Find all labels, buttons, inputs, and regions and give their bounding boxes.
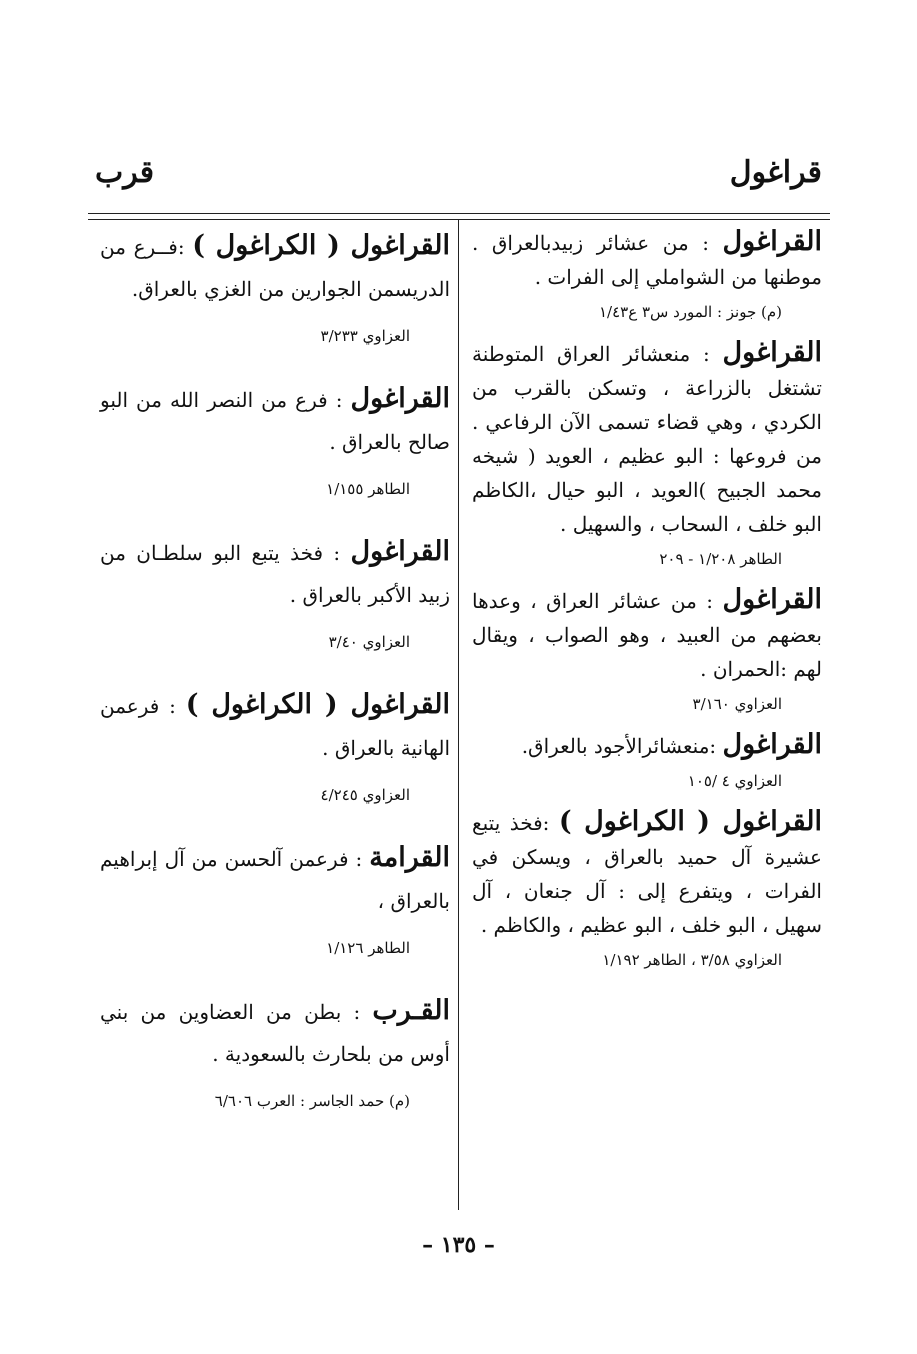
entry — [100, 837, 450, 962]
entry-text: : بطن من العضاوين من بني أوس من بلحارث بالسعودية . — [100, 1000, 450, 1066]
right-column — [472, 225, 822, 984]
entry-text: :فخذ يتبع عشيرة آل حميد بالعراق ، ويسكن في الفرات ، ويتفرع إلى : آل جنعان ، آل سهيل ، البو خلف ، البو عظيم ، والكاظم . — [472, 811, 822, 937]
entry-reference: الطاهر ١/١٢٦ — [326, 939, 410, 957]
entry — [472, 583, 822, 718]
entry-head: القراغول — [722, 337, 822, 368]
header-rule-thin — [88, 219, 830, 220]
entry-text: : فرعمن آلحسن من آل إبراهيم بالعراق ، — [100, 847, 450, 913]
page-number: – ١٣٥ – — [422, 1232, 495, 1258]
entry-reference: العزاوي ٣/٤٠ — [328, 633, 410, 651]
entry-reference: العزاوي ٣/٥٨ ، الطاهر ١/١٩٢ — [602, 951, 782, 969]
entry-head: القراغول — [722, 226, 823, 257]
entry-text: : فرع من النصر الله من البو صالح بالعراق . — [100, 388, 450, 454]
entry-text: : من عشائر زبيدبالعراق . موطنها من الشواملي إلى الفرات . — [472, 231, 822, 289]
entry-head: القراغول ( الكراغول ) — [185, 689, 450, 720]
entry-head: القراغول — [350, 536, 450, 567]
entry — [100, 990, 450, 1115]
entry-reference: الطاهر ١/٢٠٨ - ٢٠٩ — [659, 550, 782, 568]
entry-head: القراغول — [722, 584, 823, 615]
entry-head: القراغول ( الكراغول ) — [558, 806, 822, 837]
entry-text: : فرعمن الهانية بالعراق . — [100, 694, 450, 760]
entry-reference: (م) جونز : المورد س٣ ع١/٤٣ — [599, 303, 782, 321]
entry — [100, 378, 450, 503]
entry-head: القـرب — [372, 995, 450, 1026]
entry — [100, 225, 450, 350]
entry-text: :فــرع من الدريسمن الجوارين من الغزي بالعراق. — [100, 235, 450, 301]
entry-text: : فخذ يتبع البو سلطـان من زبيد الأكبر بالعراق . — [100, 541, 450, 607]
column-divider — [458, 220, 459, 1210]
header-rule — [88, 213, 830, 214]
entry-reference: الطاهر ١/١٥٥ — [326, 480, 410, 498]
entry-head: القرامة — [369, 842, 450, 873]
entry-head: القراغول — [350, 383, 450, 414]
entry — [100, 531, 450, 656]
entry-reference: العزاوي ٤ /١٠٥ — [687, 772, 782, 790]
entry — [472, 336, 822, 573]
entry-reference: العزاوي ٤/٢٤٥ — [320, 786, 410, 804]
entry-text: : من عشائر العراق ، وعدها بعضهم من العبيد ، وهو الصواب ، ويقال لهم :الحمران . — [472, 589, 822, 681]
entry — [472, 225, 822, 326]
entry-reference: العزاوي ٣/٢٣٣ — [320, 327, 410, 345]
entry-text: : منعشائر العراق المتوطنة تشتغل بالزراعة ، وتسكن بالقرب من الكردي ، وهي قضاء تسمى الآن الرفاعي . من فروعها : البو عظيم ، العويد ( شيخه محمد الجبيح )العويد ، البو حيال ،الكاظم البو خلف ، السحاب ، والسهيل . — [472, 342, 822, 536]
entry — [472, 728, 822, 795]
entry-text: :منعشائرالأجود بالعراق. — [521, 734, 717, 758]
entry — [472, 805, 822, 974]
entry-reference: العزاوي ٣/١٦٠ — [692, 695, 782, 713]
running-header-left: قرب — [95, 155, 155, 190]
left-column — [100, 225, 450, 1143]
running-header-right: قراغول — [729, 155, 822, 190]
entry-reference: (م) حمد الجاسر : العرب ٦/٦٠٦ — [214, 1092, 410, 1110]
entry-head: القراغول ( الكراغول ) — [192, 230, 450, 261]
entry-head: القراغول — [722, 729, 822, 760]
entry — [100, 684, 450, 809]
